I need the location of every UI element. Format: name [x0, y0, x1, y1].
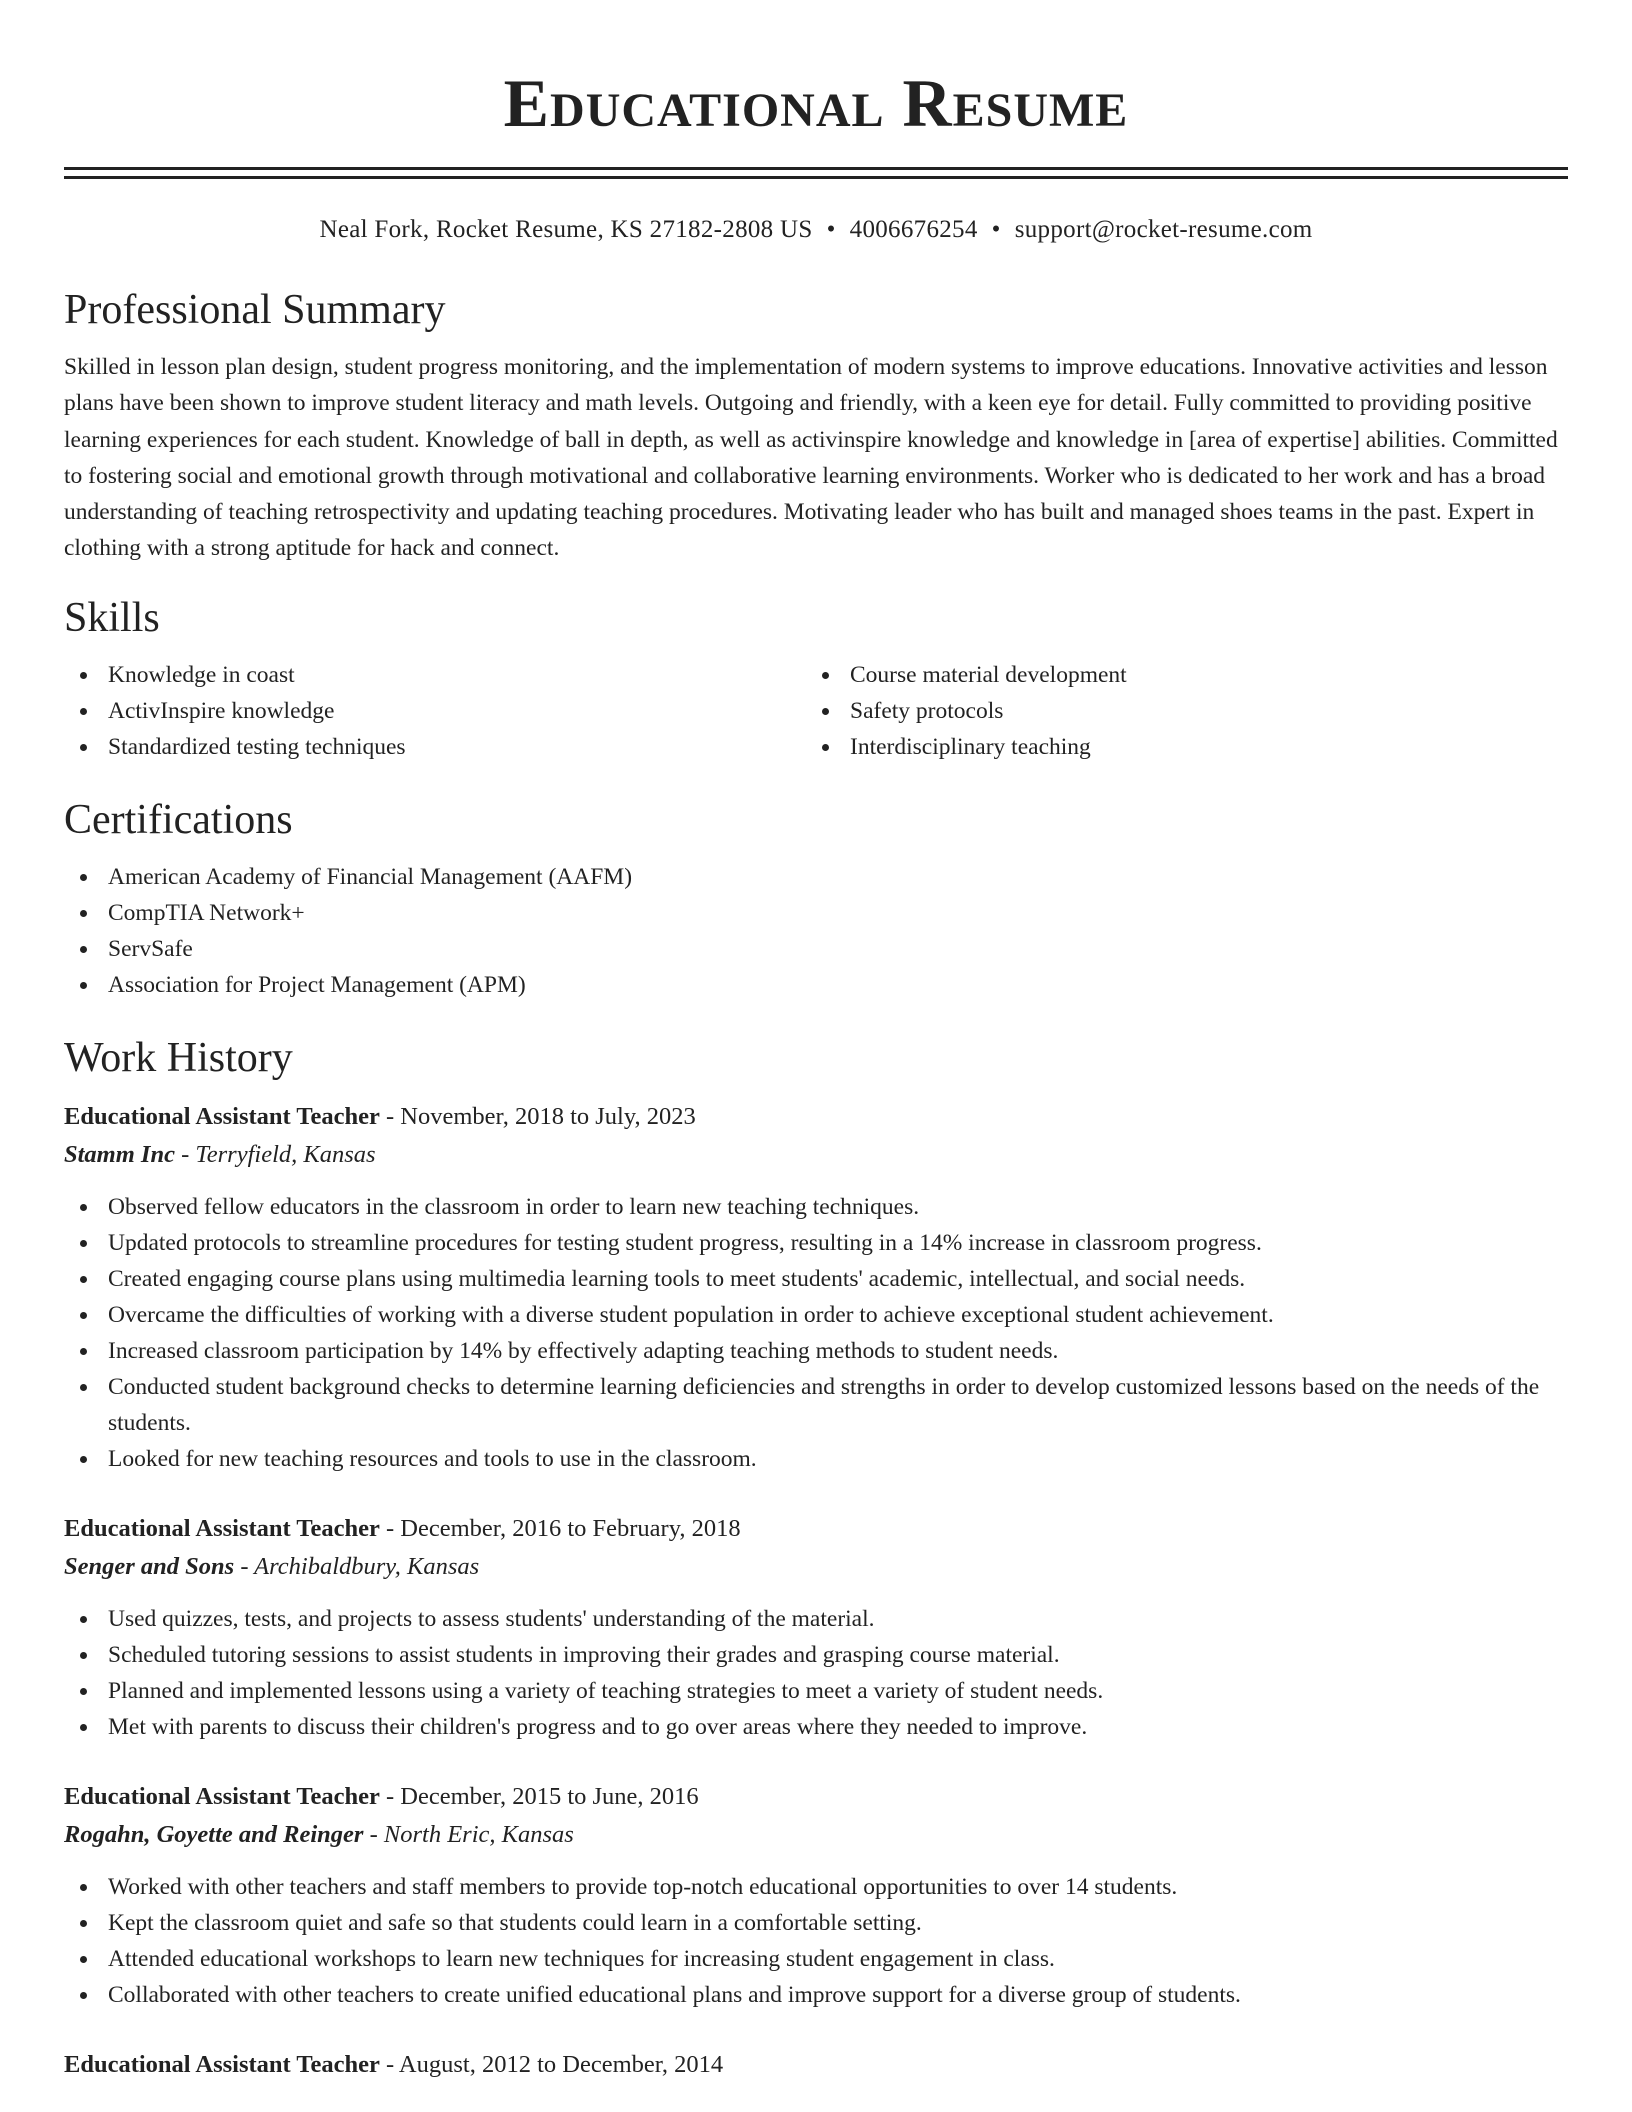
job-bullet: Worked with other teachers and staff members to provide top-notch educational opportunities to over 14 students.: [64, 1869, 1568, 1905]
company-name: Rogahn, Goyette and Reinger: [64, 1820, 364, 1848]
job-bullet: Collaborated with other teachers to create unified educational plans and improve support for a diverse group of students.: [64, 1977, 1568, 2013]
job-bullet: Kept the classroom quiet and safe so that students could learn in a comfortable setting.: [64, 1905, 1568, 1941]
contact-separator: •: [991, 216, 1001, 243]
company-line: Senger and Sons - Archibaldbury, Kansas: [64, 1552, 480, 1580]
job-entry: [64, 1099, 1568, 1477]
company-line: Rogahn, Goyette and Reinger - North Eric, Kansas: [64, 1820, 574, 1848]
certification-item: ServSafe: [64, 931, 1568, 967]
job-dates: November, 2018 to July, 2023: [400, 1102, 696, 1130]
company-location: Archibaldbury, Kansas: [254, 1552, 480, 1580]
company-line: Stamm Inc - Terryfield, Kansas: [64, 1140, 376, 1168]
title-divider-bottom: [64, 176, 1568, 179]
contact-phone: 4006676254: [849, 216, 978, 243]
company-name: Senger and Sons: [64, 1552, 235, 1580]
job-title-line: Educational Assistant Teacher - August, 2012 to December, 2014: [64, 2050, 724, 2078]
job-bullet: Overcame the difficulties of working with a diverse student population in order to achieve exceptional student achievement.: [64, 1297, 1568, 1333]
company-location: Terryfield, Kansas: [195, 1140, 376, 1168]
company-name: Stamm Inc: [64, 1140, 175, 1168]
job-title: Educational Assistant Teacher: [64, 1782, 380, 1810]
summary-heading: Professional Summary: [64, 287, 446, 333]
contact-line: [64, 215, 1568, 245]
job-bullet: Increased classroom participation by 14% by effectively adapting teaching methods to student needs.: [64, 1333, 1568, 1369]
skills-heading: Skills: [64, 594, 160, 641]
job-dates: August, 2012 to December, 2014: [398, 2050, 724, 2078]
job-title-line: Educational Assistant Teacher - December, 2016 to February, 2018: [64, 1514, 741, 1542]
contact-email: support@rocket-resume.com: [1014, 216, 1313, 243]
skill-item: Course material development: [806, 657, 1548, 693]
skill-item: Safety protocols: [806, 693, 1548, 729]
skills-column-right: [806, 657, 1548, 765]
resume-title: Educational Resume: [503, 65, 1129, 141]
company-location: North Eric, Kansas: [383, 1820, 574, 1848]
certifications-heading: Certifications: [64, 796, 293, 843]
job-bullet: Used quizzes, tests, and projects to assess students' understanding of the material.: [64, 1601, 1568, 1637]
job-bullet: Created engaging course plans using multimedia learning tools to meet students' academic, intellectual, and social needs.: [64, 1261, 1568, 1297]
certifications-list: [64, 859, 1568, 1003]
job-title: Educational Assistant Teacher: [64, 2050, 380, 2078]
job-bullet: Conducted student background checks to determine learning deficiencies and strengths in order to develop customized lessons based on the needs of the students.: [64, 1369, 1568, 1441]
job-bullet: Looked for new teaching resources and tools to use in the classroom.: [64, 1441, 1568, 1477]
job-bullets: [64, 1601, 1568, 1745]
job-entry: [64, 1511, 1568, 1745]
job-title: Educational Assistant Teacher: [64, 1102, 380, 1130]
job-entry: [64, 2047, 1568, 2083]
summary-text: Skilled in lesson plan design, student progress monitoring, and the implementation of modern systems to improve educations. Innovative activities and lesson plans have been shown to improve student literacy and math levels. Outgoing and friendly, with a keen eye for detail. Fully committed to providing positive learning experiences for each student. Knowledge of ball in depth, as well as activinspire knowledge and knowledge in [area of expertise] abilities. Committed to fostering social and emotional growth through motivational and collaborative learning environments. Worker who is dedicated to her work and has a broad understanding of teaching retrospectivity and updating teaching procedures. Motivating leader who has built and managed shoes teams in the past. Expert in clothing with a strong aptitude for hack and connect.: [64, 354, 1558, 562]
certification-item: Association for Project Management (APM): [64, 967, 1568, 1003]
job-bullets: [64, 1189, 1568, 1477]
job-title-line: Educational Assistant Teacher - November, 2018 to July, 2023: [64, 1102, 696, 1130]
job-title: Educational Assistant Teacher: [64, 1514, 380, 1542]
contact-address: Neal Fork, Rocket Resume, KS 27182-2808 US: [319, 216, 813, 243]
job-bullet: Scheduled tutoring sessions to assist students in improving their grades and grasping course material.: [64, 1637, 1568, 1673]
skill-item: Knowledge in coast: [64, 657, 806, 693]
job-title-line: Educational Assistant Teacher - December, 2015 to June, 2016: [64, 1782, 699, 1810]
certification-item: CompTIA Network+: [64, 895, 1568, 931]
skills-list: [64, 657, 1568, 765]
job-bullet: Planned and implemented lessons using a variety of teaching strategies to meet a variety of student needs.: [64, 1673, 1568, 1709]
certification-item: American Academy of Financial Management (AAFM): [64, 859, 1568, 895]
job-dates: December, 2016 to February, 2018: [400, 1514, 741, 1542]
skill-item: Standardized testing techniques: [64, 729, 806, 765]
skill-item: Interdisciplinary teaching: [806, 729, 1548, 765]
work-history-heading: Work History: [64, 1034, 293, 1081]
skill-item: ActivInspire knowledge: [64, 693, 806, 729]
job-bullet: Observed fellow educators in the classroom in order to learn new teaching techniques.: [64, 1189, 1568, 1225]
resume-page: [64, 0, 1568, 2083]
job-entry: [64, 1779, 1568, 2013]
skills-column-left: [64, 657, 806, 765]
title-divider-top: [64, 167, 1568, 170]
job-bullet: Updated protocols to streamline procedures for testing student progress, resulting in a 14% increase in classroom progress.: [64, 1225, 1568, 1261]
job-bullet: Met with parents to discuss their children's progress and to go over areas where they needed to improve.: [64, 1709, 1568, 1745]
job-dates: December, 2015 to June, 2016: [400, 1782, 699, 1810]
contact-separator: •: [826, 216, 836, 243]
job-bullets: [64, 1869, 1568, 2013]
job-bullet: Attended educational workshops to learn new techniques for increasing student engagement in class.: [64, 1941, 1568, 1977]
